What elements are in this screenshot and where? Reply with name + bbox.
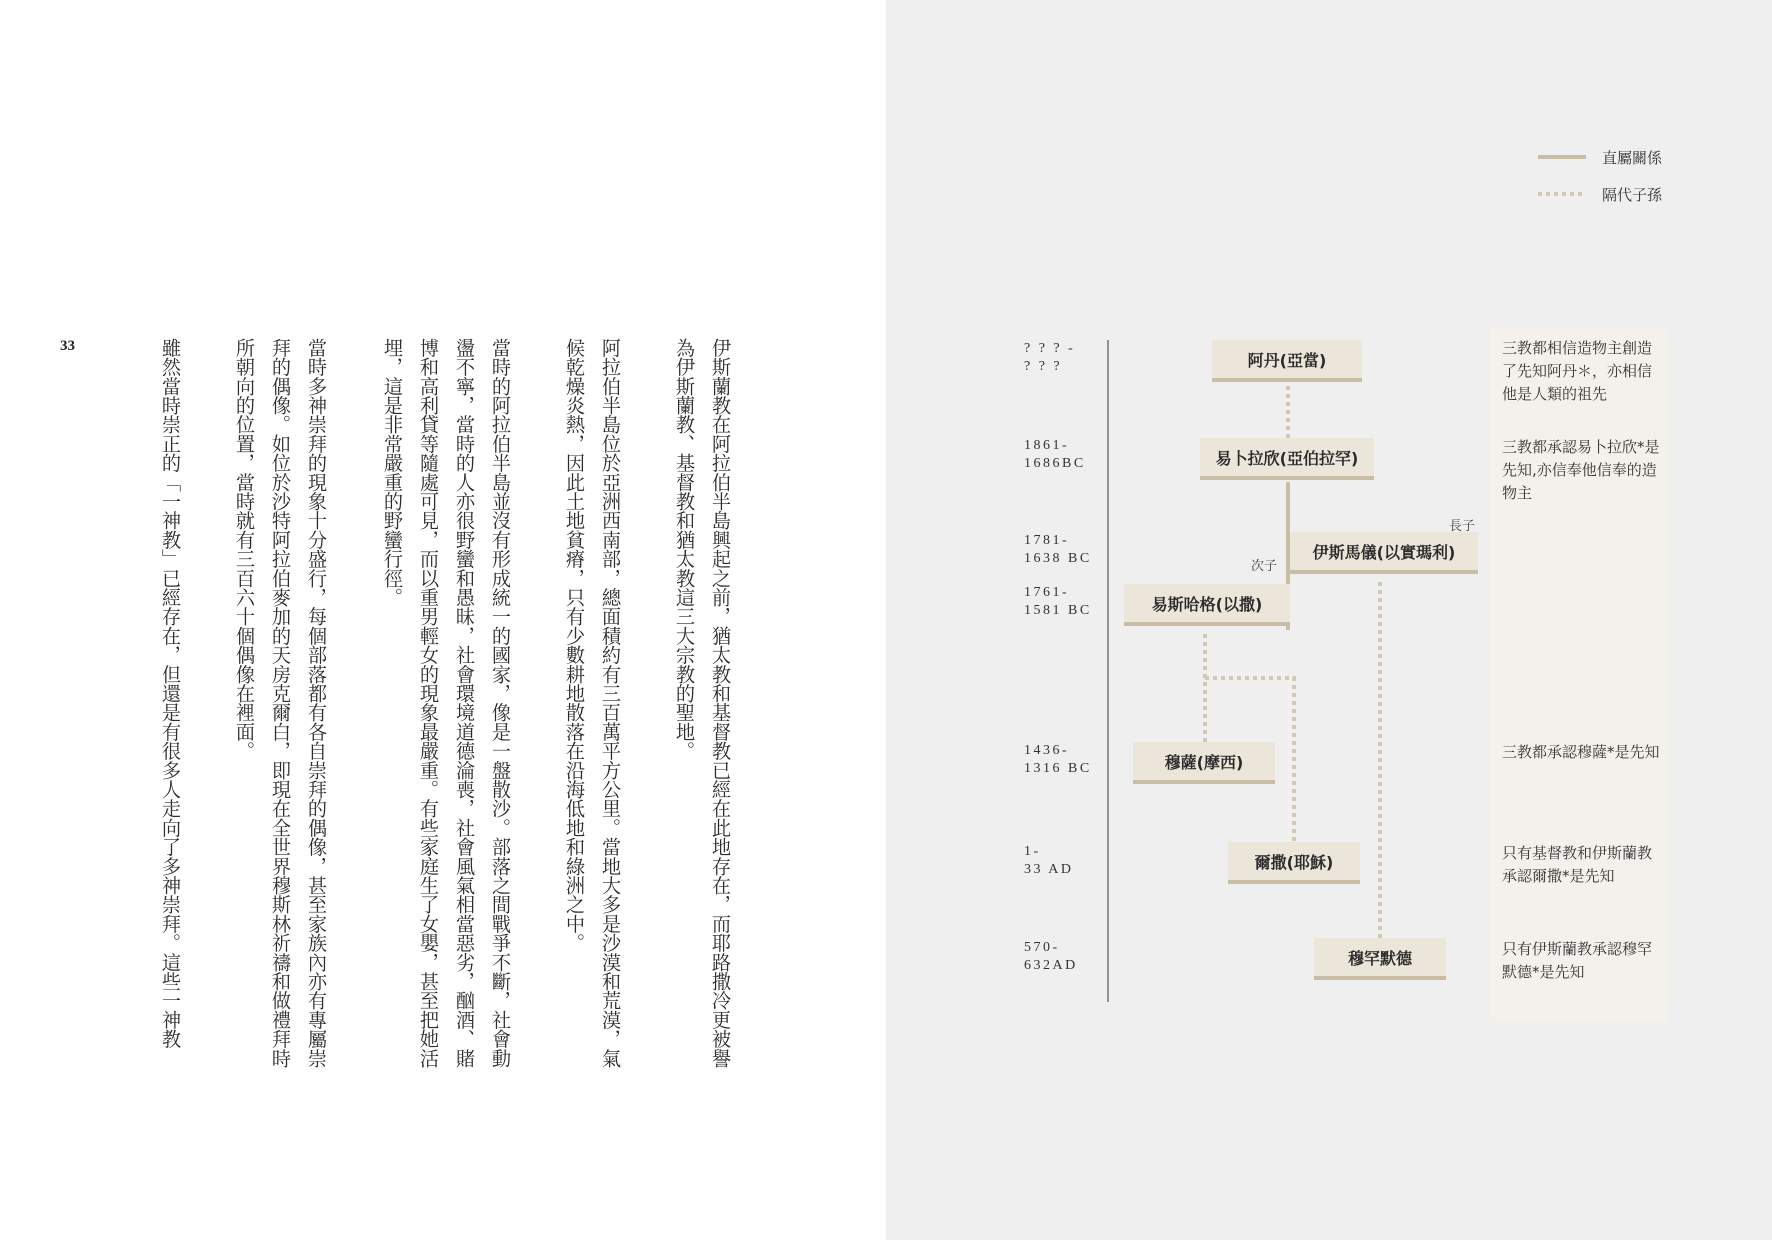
date-moses: 1436- 1316 BC: [1024, 743, 1092, 776]
page-number: 33: [60, 338, 75, 354]
notes-panel: [1490, 328, 1668, 1022]
body-column-8: 埋，這是非常嚴重的野蠻行徑。: [381, 338, 404, 607]
person-jesus: 爾撒(耶穌): [1228, 842, 1360, 884]
family-tree-diagram: [886, 0, 1772, 1240]
date-isaac: 1761- 1581 BC: [1024, 585, 1092, 618]
date-ishmael: 1781- 1638 BC: [1024, 533, 1092, 566]
person-adam: 阿丹(亞當): [1212, 340, 1362, 382]
relation-second-label: 次子: [1251, 559, 1278, 574]
body-column-2: 為伊斯蘭教、基督教和猶太教這三大宗教的聖地。: [673, 338, 696, 761]
date-jesus: 1- 33 AD: [1024, 844, 1074, 877]
body-column-9: 當時多神崇拜的現象十分盛行，每個部落都有各自崇拜的偶像，甚至家族內亦有專屬崇: [305, 338, 328, 1068]
body-column-1: 伊斯蘭教在阿拉伯半島興起之前，猶太教和基督教已經在此地存在，而耶路撒冷更被譽: [709, 338, 732, 1068]
body-column-10: 拜的偶像。如位於沙特阿拉伯麥加的天房克爾白，即現在全世界穆斯林祈禱和做禮拜時: [269, 338, 292, 1068]
body-column-6: 盪不寧，當時的人亦很野蠻和愚昧，社會環境道德淪喪，社會風氣相當惡劣，酗酒、賭: [453, 338, 476, 1068]
note-muhammad: 只有伊斯蘭教承認穆罕默德*是先知: [1502, 940, 1653, 981]
right-page: [886, 0, 1772, 1240]
relation-eldest-label: 長子: [1449, 519, 1476, 534]
person-isaac: 易斯哈格(以撒): [1124, 584, 1290, 626]
legend-indirect-label: 隔代子孫: [1602, 186, 1663, 204]
date-abraham: 1861- 1686BC: [1024, 438, 1086, 471]
person-moses: 穆薩(摩西): [1133, 742, 1275, 784]
legend-direct-label: 直屬關係: [1602, 149, 1663, 167]
body-column-3: 阿拉伯半島位於亞洲西南部，總面積約有三百萬平方公里。當地大多是沙漠和荒漠，氣: [599, 338, 622, 1068]
body-column-5: 當時的阿拉伯半島並沒有形成統一的國家，像是一盤散沙。部落之間戰爭不斷，社會動: [489, 338, 512, 1068]
body-column-11: 所朝向的位置，當時就有三百六十個偶像在裡面。: [233, 338, 256, 761]
body-column-4: 候乾燥炎熱，因此土地貧瘠，只有少數耕地散落在沿海低地和綠洲之中。: [563, 338, 586, 953]
body-column-12: 雖然當時崇正的「一神教」已經存在，但還是有很多人走向了多神崇拜。這些一神教: [159, 338, 182, 1049]
person-muhammad: 穆罕默德: [1314, 938, 1446, 980]
person-abraham: 易卜拉欣(亞伯拉罕): [1200, 438, 1374, 480]
date-muhammad: 570- 632AD: [1024, 940, 1078, 973]
note-abraham: 三教都承認易卜拉欣*是先知,亦信奉他信奉的造物主: [1502, 438, 1660, 502]
note-jesus: 只有基督教和伊斯蘭教承認爾撒*是先知: [1502, 844, 1653, 885]
body-column-7: 博和高利貸等隨處可見，而以重男輕女的現象最嚴重。有些家庭生了女嬰，甚至把她活: [417, 338, 440, 1068]
note-moses: 三教都承認穆薩*是先知: [1502, 743, 1660, 761]
date-adam: ? ? ? - ? ? ?: [1024, 341, 1076, 374]
note-adam: 三教都相信造物主創造了先知阿丹＊，亦相信他是人類的祖先: [1502, 339, 1653, 403]
person-ishmael: 伊斯馬儀(以實瑪利): [1290, 532, 1478, 574]
